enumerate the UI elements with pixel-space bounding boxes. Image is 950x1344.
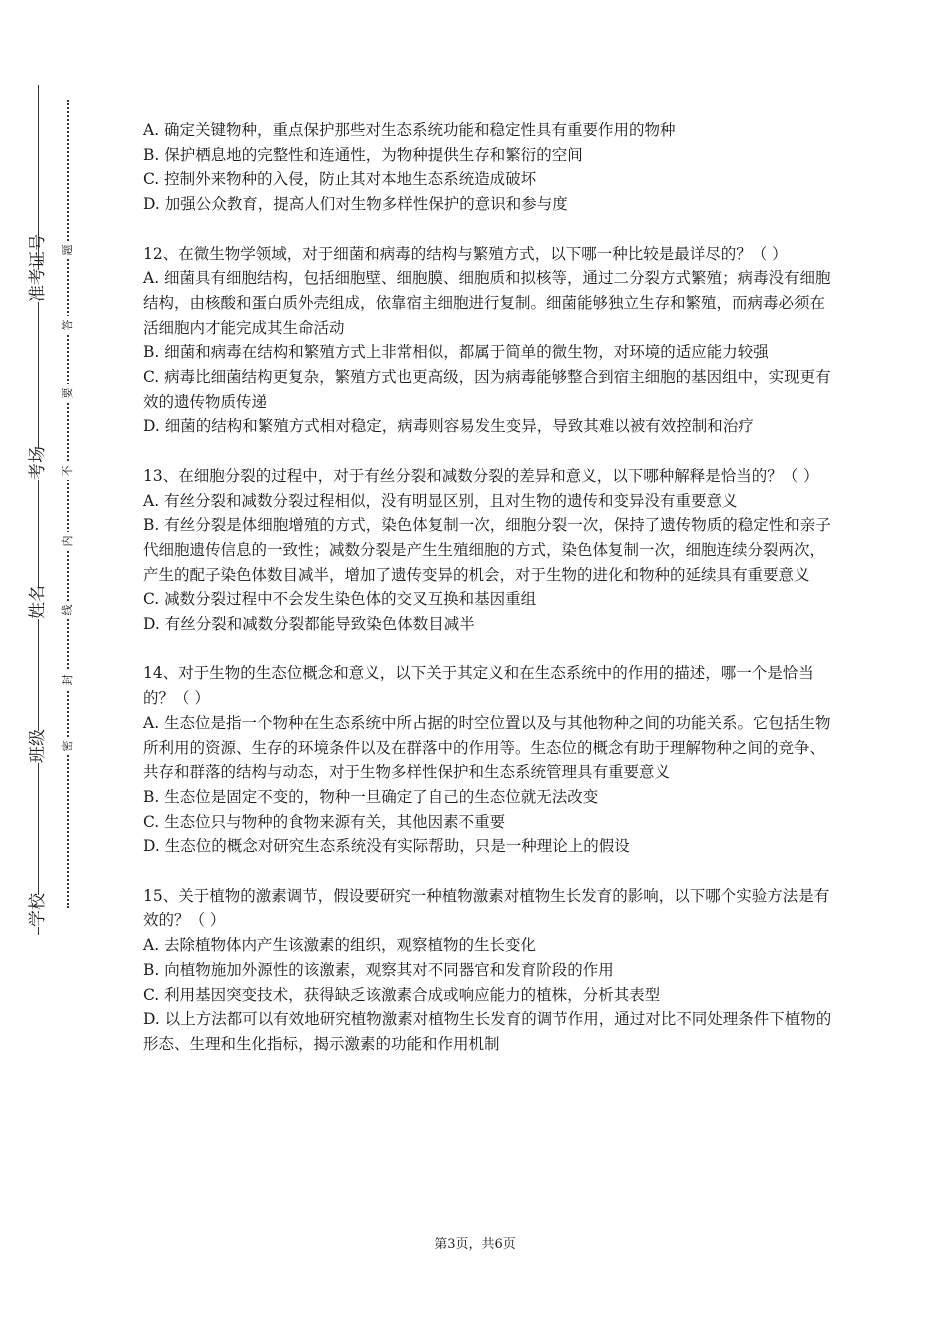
seal-char: 密 xyxy=(60,737,76,755)
seal-char: 要 xyxy=(60,384,76,402)
question-options xyxy=(143,266,833,439)
question-14 xyxy=(143,661,833,859)
option-d: D. 有丝分裂和减数分裂都能导致染色体数目减半 xyxy=(143,615,475,634)
binding-margin xyxy=(0,0,100,1344)
question-stem: 15、关于植物的激素调节，假设要研究一种植物激素对植物生长发育的影响，以下哪个实验方法是有效的？（ ） xyxy=(143,886,830,930)
seal-char: 线 xyxy=(60,601,76,619)
admission-number-label: 准考证号 xyxy=(22,270,54,302)
option-a: A. 有丝分裂和减数分裂过程相似，没有明显区别，且对生物的遗传和变异没有重要意义 xyxy=(143,491,738,510)
option-b: B. 生态位是固定不变的，物种一旦确定了自己的生态位就无法改变 xyxy=(143,787,599,806)
question-stem: 13、在细胞分裂的过程中，对于有丝分裂和减数分裂的差异和意义，以下哪种解释是恰当的？（ ） xyxy=(143,466,819,485)
option-b: B. 细菌和病毒在结构和繁殖方式上非常相似，都属于简单的微生物，对环境的适应能力较强 xyxy=(143,343,769,362)
exam-room-label: 考场 xyxy=(22,448,54,480)
question-options xyxy=(143,933,833,1057)
question-15 xyxy=(143,884,833,1057)
exam-content xyxy=(143,118,833,1057)
seal-char: 内 xyxy=(60,532,76,550)
option-c: C. 控制外来物种的入侵，防止其对本地生态系统造成破坏 xyxy=(143,170,537,189)
option-a: A. 细菌具有细胞结构，包括细胞壁、细胞膜、细胞质和拟核等，通过二分裂方式繁殖；病毒没有细胞结构，由核酸和蛋白质外壳组成，依靠宿主细胞进行复制。细菌能够独立生存和繁殖，而病毒必须在活细胞内才能完成其生命活动 xyxy=(143,269,831,337)
option-c: C. 利用基因突变技术，获得缺乏该激素合成或响应能力的植株，分析其表型 xyxy=(143,985,661,1004)
option-a: A. 确定关键物种，重点保护那些对生态系统功能和稳定性具有重要作用的物种 xyxy=(143,121,676,139)
seal-dotted-line xyxy=(67,100,69,908)
question-options xyxy=(143,711,833,859)
option-a: A. 去除植物体内产生该激素的组织，观察植物的生长变化 xyxy=(143,936,537,955)
question-13 xyxy=(143,464,833,637)
option-d: D. 生态位的概念对研究生态系统没有实际帮助，只是一种理论上的假设 xyxy=(143,837,630,856)
option-c: C. 病毒比细菌结构更复杂，繁殖方式也更高级，因为病毒能够整合到宿主细胞的基因组中，实现更有效的遗传物质传递 xyxy=(143,368,831,411)
question-stem: 12、在微生物学领域，对于细菌和病毒的结构与繁殖方式，以下哪一种比较是最详尽的？（ ） xyxy=(143,244,788,263)
option-b: B. 向植物施加外源性的该激素，观察其对不同器官和发育阶段的作用 xyxy=(143,960,614,979)
option-d: D. 加强公众教育，提高人们对生物多样性保护的意识和参与度 xyxy=(143,195,568,214)
prev-question-options xyxy=(143,118,833,217)
binding-line xyxy=(38,85,39,935)
option-b: B. 有丝分裂是体细胞增殖的方式，染色体复制一次，细胞分裂一次，保持了遗传物质的稳定性和亲子代细胞遗传信息的一致性；减数分裂是产生生殖细胞的方式，染色体复制一次，细胞连续分裂两次，产生的配子染色体数目减半，增加了遗传变异的机会，对于生物的进化和物种的延续具有重要意义 xyxy=(143,516,831,584)
option-c: C. 减数分裂过程中不会发生染色体的交叉互换和基因重组 xyxy=(143,590,537,609)
question-12 xyxy=(143,242,833,440)
option-b: B. 保护栖息地的完整性和连通性，为物种提供生存和繁衍的空间 xyxy=(143,145,583,164)
option-d: D. 以上方法都可以有效地研究植物激素对植物生长发育的调节作用，通过对比不同处理条件下植物的形态、生理和生化指标，揭示激素的功能和作用机制 xyxy=(143,1010,832,1053)
page-number: 第3页，共6页 xyxy=(434,1237,516,1252)
class-label: 班级 xyxy=(22,731,54,763)
school-label: 学校 xyxy=(22,895,54,927)
seal-char: 不 xyxy=(60,462,76,480)
seal-char: 题 xyxy=(60,241,76,259)
seal-char: 封 xyxy=(60,671,76,689)
option-c: C. 生态位只与物种的食物来源有关，其他因素不重要 xyxy=(143,812,506,831)
question-options xyxy=(143,489,833,637)
seal-char: 答 xyxy=(60,316,76,334)
name-label: 姓名 xyxy=(22,587,54,619)
question-stem: 14、对于生物的生态位概念和意义，以下关于其定义和在生态系统中的作用的描述，哪一个是恰当的？（ ） xyxy=(143,664,814,708)
option-d: D. 细菌的结构和繁殖方式相对稳定，病毒则容易发生变异，导致其难以被有效控制和治疗 xyxy=(143,417,754,436)
option-a: A. 生态位是指一个物种在生态系统中所占据的时空位置以及与其他物种之间的功能关系。它包括生物所利用的资源、生存的环境条件以及在群落中的作用等。生态位的概念有助于理解物种之间的竞争、共存和群落的结构与动态，对于生物多样性保护和生态系统管理具有重要意义 xyxy=(143,713,831,782)
